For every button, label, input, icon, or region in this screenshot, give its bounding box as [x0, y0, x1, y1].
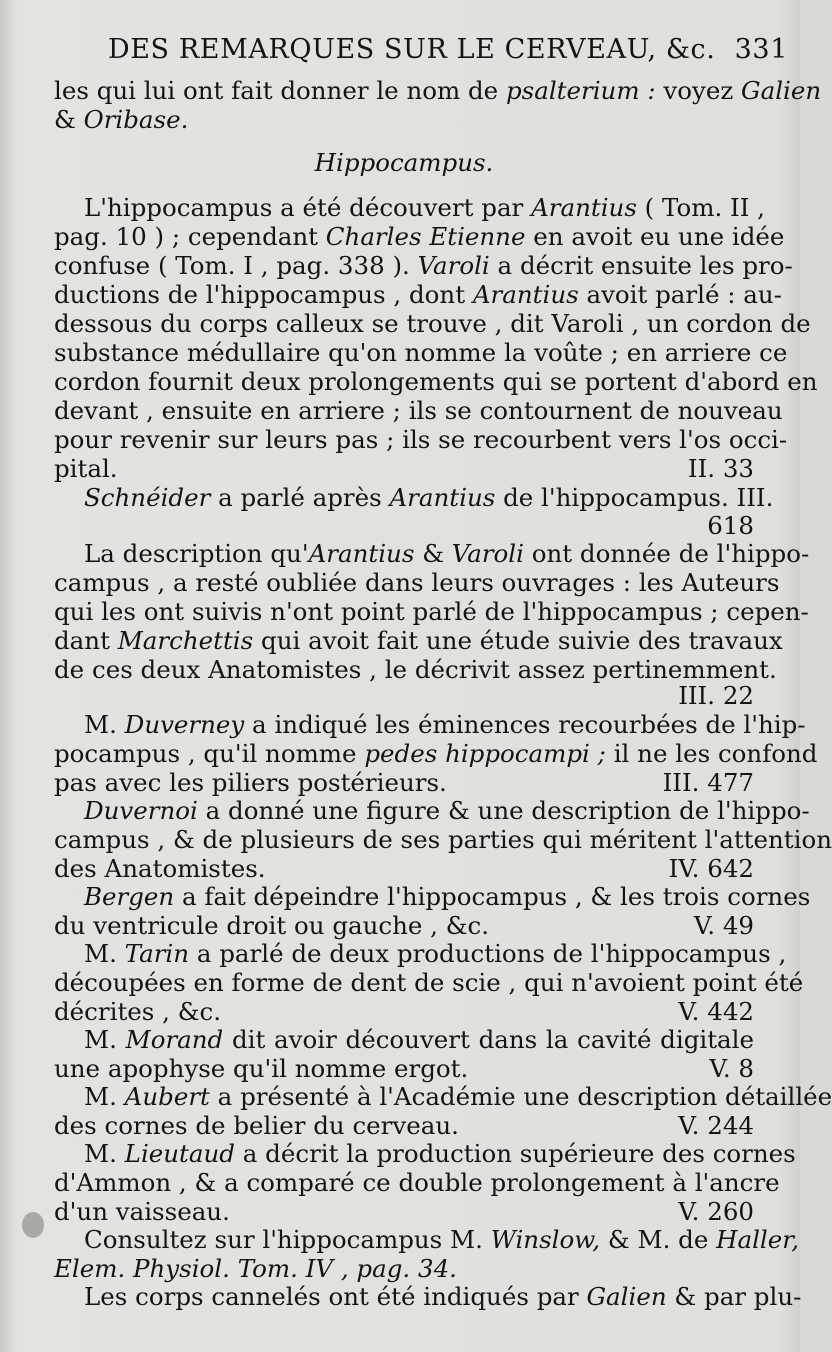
text-line: des Anatomistes. IV. 642 [54, 854, 754, 883]
text-line [54, 511, 754, 541]
volume-reference: V. 260 [678, 1197, 754, 1226]
running-header [108, 34, 788, 70]
text-line: décrites , &c. V. 442 [54, 997, 754, 1026]
text-line: d'Ammon , & a comparé ce double prolongement à l'ancre [54, 1168, 780, 1197]
volume-reference: II. 33 [687, 454, 754, 483]
text-line: Les corps cannelés ont été indiqués par Galien & par plu- [84, 1282, 802, 1311]
text-line: La description qu'Arantius & Varoli ont donnée de l'hippo- [84, 539, 810, 568]
text-line: ductions de l'hippocampus , dont Arantius avoit parlé : au- [54, 280, 782, 309]
text-line: M. Morand dit avoir découvert dans la cavité digitale [84, 1025, 754, 1054]
text-line: M. Tarin a parlé de deux productions de l'hippocampus , [84, 939, 787, 968]
text-line: pocampus , qu'il nomme pedes hippocampi ; il ne les confond [54, 739, 818, 768]
volume-reference: V. 8 [709, 1054, 754, 1083]
text-line: d'un vaisseau. V. 260 [54, 1197, 754, 1226]
text-line: M. Duverney a indiqué les éminences recourbées de l'hip- [84, 710, 806, 739]
text-line: confuse ( Tom. I , pag. 338 ). Varoli a décrit ensuite les pro- [54, 251, 793, 280]
volume-reference: III. 477 [662, 768, 754, 797]
text-line: de ces deux Anatomistes , le décrivit assez pertinemment. [54, 655, 777, 684]
running-title: DES REMARQUES SUR LE CERVEAU, &c. [108, 34, 716, 65]
text-line: dant Marchettis qui avoit fait une étude suivie des travaux [54, 626, 783, 655]
volume-reference: V. 442 [678, 997, 754, 1026]
text-line: & Oribase. [54, 105, 189, 134]
text-line: cordon fournit deux prolongements qui se portent d'abord en [54, 367, 818, 396]
text-line: campus , a resté oubliée dans leurs ouvrages : les Auteurs [54, 568, 780, 597]
text-line: une apophyse qu'il nomme ergot. V. 8 [54, 1054, 754, 1083]
page-number: 331 [734, 34, 788, 65]
text-line: du ventricule droit ou gauche , &c. V. 49 [54, 911, 754, 940]
section-title: Hippocampus. [314, 148, 494, 177]
ink-smudge [22, 1212, 44, 1238]
text-line: campus , & de plusieurs de ses parties qui méritent l'attention [54, 825, 832, 854]
text-line: Bergen a fait dépeindre l'hippocampus , & les trois cornes [84, 882, 811, 911]
text-line: pas avec les piliers postérieurs. III. 477 [54, 768, 754, 797]
text-line: substance médullaire qu'on nomme la voûte ; en arriere ce [54, 338, 788, 367]
text-line: Duvernoi a donné une figure & une description de l'hippo- [84, 796, 810, 825]
text-line: pag. 10 ) ; cependant Charles Etienne en avoit eu une idée [54, 222, 785, 251]
text-line: devant , ensuite en arriere ; ils se contournent de nouveau [54, 396, 783, 425]
text-line: des cornes de belier du cerveau. V. 244 [54, 1111, 754, 1140]
text-line: Elem. Physiol. Tom. IV , pag. 34. [54, 1254, 457, 1283]
text-line: M. Aubert a présenté à l'Académie une description détaillée [84, 1082, 832, 1111]
volume-reference: 618 [707, 511, 754, 540]
volume-reference: IV. 642 [668, 854, 754, 883]
text-line: dessous du corps calleux se trouve , dit Varoli , un cordon de [54, 309, 811, 338]
text-line: pital. II. 33 [54, 454, 754, 483]
text-line [54, 681, 754, 711]
volume-reference: V. 244 [678, 1111, 754, 1140]
text-line: L'hippocampus a été découvert par Arantius ( Tom. II , [84, 193, 765, 222]
volume-reference: III. 22 [678, 681, 754, 710]
text-line: Schnéider a parlé après Arantius de l'hippocampus. III. [84, 483, 774, 512]
text-line: pour revenir sur leurs pas ; ils se recourbent vers l'os occi- [54, 425, 788, 454]
text-line: découpées en forme de dent de scie , qui n'avoient point été [54, 968, 804, 997]
text-line: Consultez sur l'hippocampus M. Winslow, & M. de Haller, [84, 1225, 800, 1254]
text-line: les qui lui ont fait donner le nom de psalterium : voyez Galien [54, 76, 822, 105]
volume-reference: V. 49 [693, 911, 754, 940]
text-line: M. Lieutaud a décrit la production supérieure des cornes [84, 1139, 796, 1168]
text-line: qui les ont suivis n'ont point parlé de l'hippocampus ; cepen- [54, 597, 809, 626]
